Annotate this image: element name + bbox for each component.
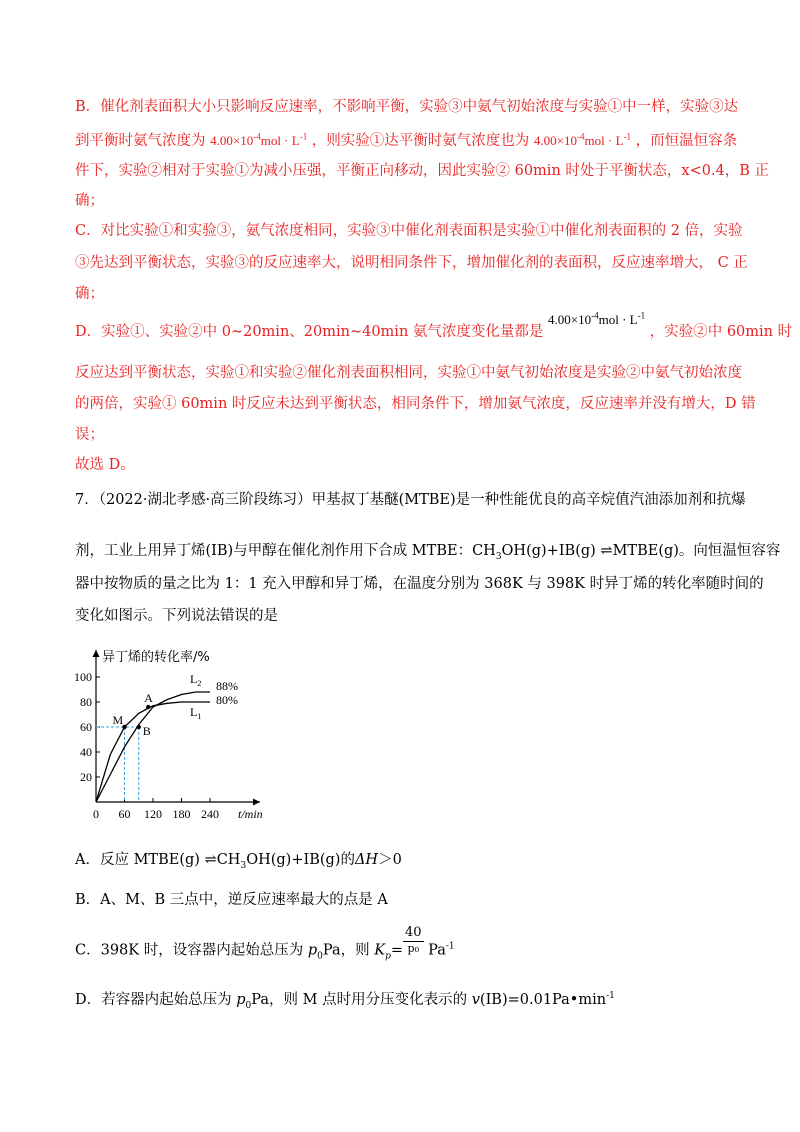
equilibrium-arrow-icon: ⇌ [204,852,217,868]
x-tick-label: 240 [201,807,219,821]
x-tick-label: 120 [144,807,162,821]
y-axis-label: 异丁烯的转化率/% [102,650,210,665]
equals-sign: = [390,942,403,959]
conversion-chart [74,645,280,830]
p-subscript: p [385,951,391,962]
answer-d-text: D．实验①、实验②中 0~20min、20min~40min 氨气浓度变化量都是 [75,324,544,340]
answer-b-line3: 件下，实验②相对于实验①为减小压强，平衡正向移动，因此实验② 60min 时处于平衡状态，x<0.4，B 正 [75,163,770,179]
ammonia-conc-change: $4.00\times 10^{-4}mol \cdot L^{-1}$ [548,310,646,327]
question-text: 剂，工业上用异丁烯(IB)与甲醇在催化剂作用下合成 MTBE：CH [75,543,496,559]
option-d-text: D．若容器内起始总压为 [75,992,237,1008]
answer-d-line4: 误； [75,427,104,443]
answer-d-line3: 的两倍，实验① 60min 时反应未达到平衡状态，相同条件下，增加氨气浓度，反应速率并没有增大，D 错 [75,396,756,412]
question-text: OH(g)+IB(g) [501,543,601,559]
subscript-3: 3 [240,860,247,871]
question-line1: 7．（2022·湖北孝感·高三阶段练习）甲基叔丁基醚(MTBE)是一种性能优良的高辛烷值汽油添加剂和抗爆 [75,492,746,508]
delta-h: ΔH [354,852,379,868]
answer-b-text: ，则实验①达平衡时氨气浓度也为 [311,133,530,149]
option-c-text: C．398K 时，设容器内起始总压为 [75,942,308,959]
answer-c-line3: 确； [75,286,104,302]
x-tick-label: 180 [172,807,191,821]
kp-fraction [403,925,424,956]
point-label-b: B [142,724,151,738]
unit-exponent: -1 [445,941,455,952]
answer-d-line2: 反应达到平衡状态，实验①和实验②催化剂表面积相同，实验①中氨气初始浓度是实验②中氨气初始浓度 [75,365,742,381]
x-tick-label: 60 [118,807,131,821]
option-d [75,988,615,1009]
y-tick-label: 60 [80,720,92,734]
option-a-text: OH(g)+IB(g)的 [246,852,355,868]
x-axis-label: t/min [238,807,263,821]
point-b [137,725,141,729]
unit-pa: Pa [423,942,446,959]
series-name-l2: $L_2$ [190,672,202,688]
answer-b-line4: 确； [75,193,104,209]
option-b: B．A、M、B 三点中，逆反应速率最大的点是 A [75,892,388,908]
answer-b-text: ，而恒温恒容条 [635,133,738,149]
option-c [75,925,455,966]
option-c-text: Pa，则 [322,942,375,959]
series-final-label-l1: 80% [216,693,238,707]
option-a-text: A．反应 MTBE(g) [75,852,205,868]
x-tick-label: 0 [93,807,99,821]
answer-conclusion: 故选 D。 [75,457,135,473]
question-text: MTBE(g)。向恒温恒容容 [612,543,781,559]
point-label-m: M [112,713,124,727]
answer-c-line1: C．对比实验①和实验③，氨气浓度相同，实验③中催化剂表面积是实验①中催化剂表面积的 2 倍，实验 [75,223,743,239]
y-tick-label: 100 [74,670,92,684]
option-d-text: (IB)=0.01Pa•min [479,992,607,1008]
question-line4: 变化如图示。下列说法错误的是 [75,608,278,624]
unit-exponent: -1 [606,991,615,1002]
subscript-3: 3 [495,551,502,562]
option-a-text: ＞0 [378,852,402,868]
point-a [146,705,150,709]
k-symbol: K [374,942,386,959]
ammonia-conc: $4.00\times 10^{-4}mol \cdot L^{-1}$ [210,131,308,148]
question-line2 [75,541,780,561]
answer-b-text: 到平衡时氨气浓度为 [75,133,206,149]
y-tick-label: 40 [80,745,92,759]
y-tick-label: 20 [80,770,92,784]
answer-c-line2: ③先达到平衡状态，实验③的反应速率大，说明相同条件下，增加催化剂的表面积，反应速率增大， C 正 [75,255,748,271]
answer-b-line1: B．催化剂表面积大小只影响反应速率，不影响平衡，实验③中氨气初始浓度与实验①中一样，实验③达 [75,99,739,115]
series-name-l1: $L_1$ [190,705,202,721]
p-symbol: p [307,942,318,959]
fraction-numerator: 40 [404,925,422,940]
point-label-a: A [144,691,153,705]
option-a [75,848,402,869]
subscript-zero: 0 [245,1000,252,1011]
answer-d-line1 [75,310,793,342]
equilibrium-arrow-icon: ⇌ [600,543,613,559]
p-symbol: p [236,992,246,1008]
option-a-text: CH [216,852,241,868]
option-d-text: Pa，则 M 点时用分压变化表示的 [251,992,472,1008]
series-final-label-l2: 88% [216,679,238,693]
question-line3: 器中按物质的量之比为 1：1 充入甲醇和异丁烯，在温度分别为 368K 与 398K 时异丁烯的转化率随时间的 [75,576,764,592]
subscript-zero: 0 [317,951,323,962]
ammonia-conc: $4.00\times 10^{-4}mol \cdot L^{-1}$ [533,131,632,148]
fraction-denominator: p₀ [407,942,419,955]
v-symbol: v [471,992,480,1008]
answer-b-line2 [75,131,737,151]
answer-d-text: ，实验②中 60min 时 [649,324,793,340]
y-tick-label: 80 [80,695,92,709]
